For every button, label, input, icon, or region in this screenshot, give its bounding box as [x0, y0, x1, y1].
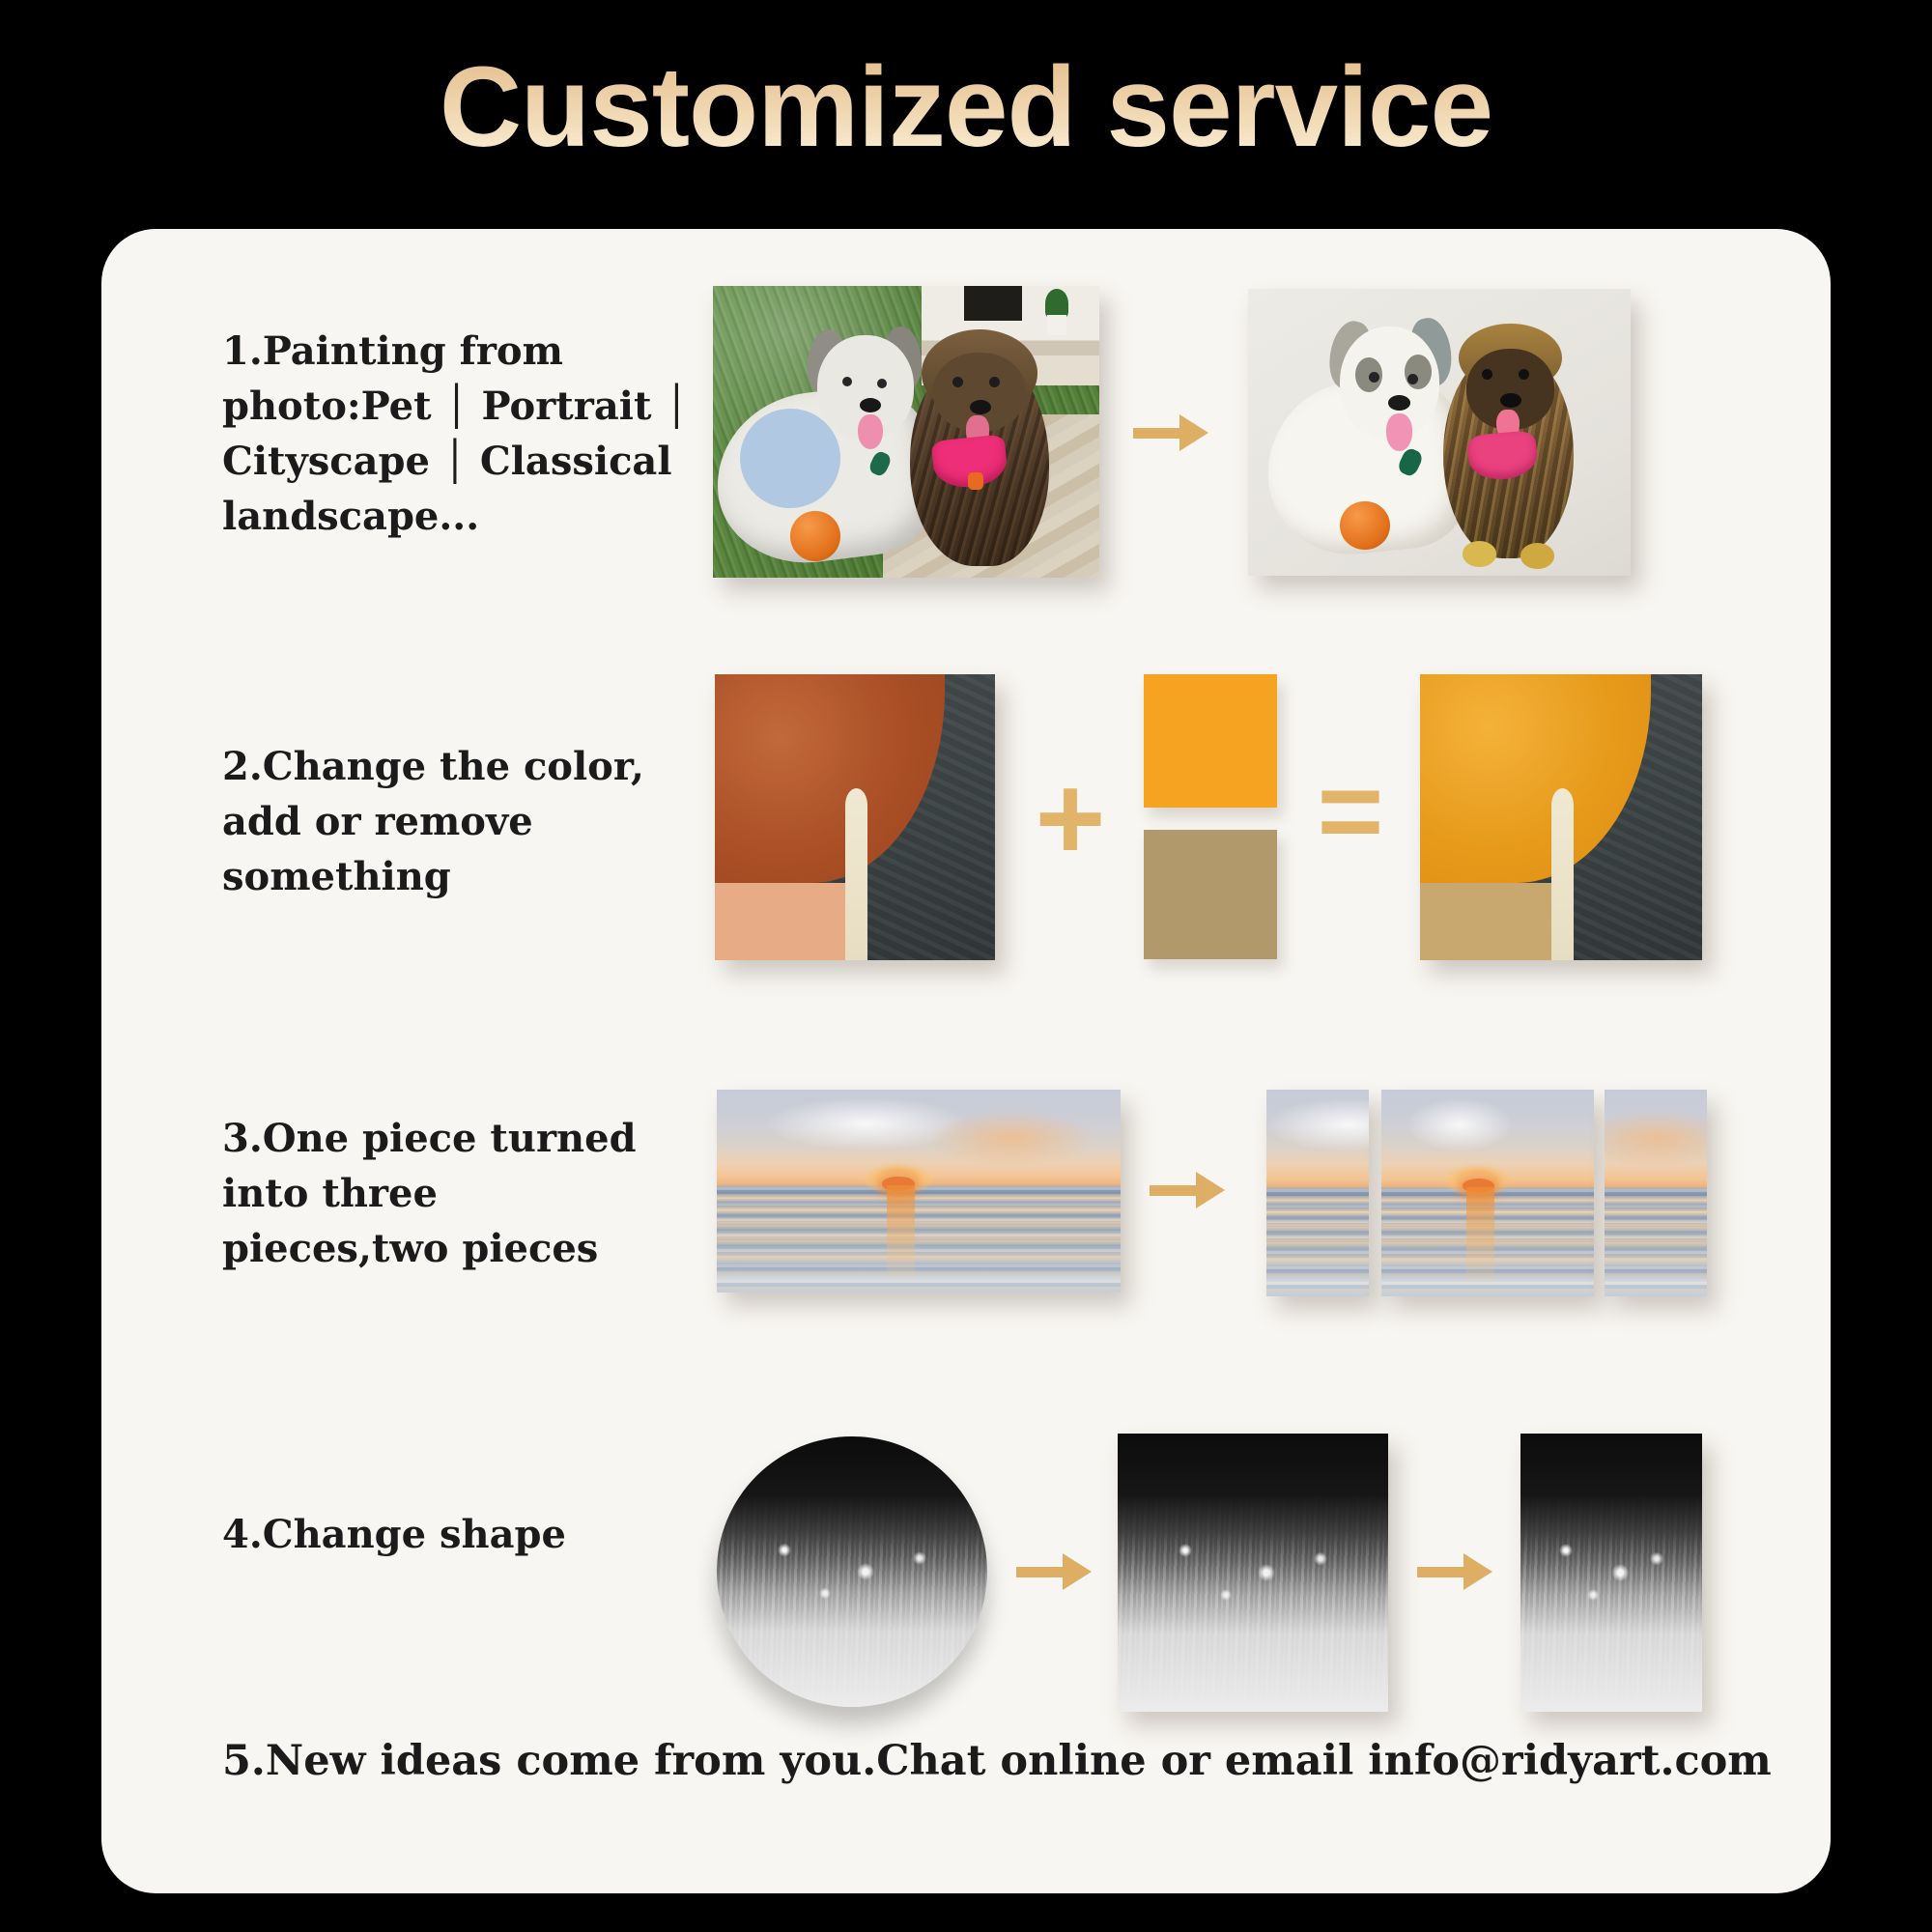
orange-cloud — [1605, 1110, 1707, 1168]
brown-dog-tag — [968, 472, 983, 490]
white-dog-tongue — [858, 414, 883, 449]
item-4-line-1: 4.Change shape — [222, 1512, 566, 1557]
abstract-painting-recolored — [1420, 674, 1702, 960]
item-1-line-3: Cityscape │ Classical — [222, 439, 672, 484]
item-2-text — [222, 739, 644, 904]
glitter-art-rectangle — [1520, 1434, 1702, 1712]
seascape-panel-left — [1266, 1090, 1369, 1296]
item-1-text — [222, 324, 688, 544]
sun-reflection — [887, 1185, 915, 1283]
tv-screen — [964, 286, 1022, 321]
abstract-cream-stripe — [845, 788, 867, 960]
seascape-panel-center — [1381, 1090, 1594, 1296]
brown-dog-nose — [970, 400, 991, 414]
painted-white-dog-eyes — [1369, 372, 1379, 383]
abstract-painting-original — [715, 674, 995, 960]
seascape-panel-right — [1605, 1090, 1707, 1296]
abstract-tan-block — [1420, 883, 1558, 960]
item-3-line-1: 3.One piece turned — [222, 1116, 637, 1161]
item-3-text — [222, 1111, 637, 1276]
item-5-text — [222, 1732, 1772, 1790]
white-cloud — [1266, 1098, 1369, 1152]
seascape-painting — [717, 1090, 1121, 1293]
item-3-line-3: pieces,two pieces — [222, 1226, 599, 1271]
arrow-head — [1063, 1553, 1092, 1590]
orange-cloud — [926, 1110, 1096, 1167]
arrow-right-icon — [1150, 1172, 1225, 1208]
color-swatch-orange — [1144, 674, 1277, 808]
pet-painting-result — [1248, 289, 1631, 576]
color-swatch-tan — [1144, 830, 1277, 959]
houseplant — [1045, 289, 1068, 318]
arrow-right-icon — [1133, 414, 1208, 451]
item-2-line-1: 2.Change the color, — [222, 744, 644, 789]
page-title: Customized service — [0, 35, 1932, 180]
arrow-shaft — [1150, 1185, 1198, 1196]
brown-dog-eyes — [952, 377, 963, 387]
pet-photo-original — [713, 286, 1099, 578]
abstract-cream-stripe — [1551, 788, 1574, 960]
item-3-line-2: into three — [222, 1171, 438, 1216]
painted-white-dog-tongue — [1386, 413, 1413, 451]
orange-ball — [790, 511, 840, 562]
arrow-head — [1196, 1172, 1225, 1208]
item-1-line-2: photo:Pet │ Portrait │ — [222, 384, 689, 429]
white-dog-eyes — [842, 377, 852, 386]
white-cloud — [1406, 1098, 1513, 1152]
content-card — [101, 229, 1831, 1893]
abstract-copper-shape — [715, 674, 945, 883]
painted-orange-ball — [1340, 501, 1389, 550]
glitter-art-circle — [717, 1436, 987, 1707]
arrow-right-icon — [1417, 1553, 1492, 1590]
arrow-head — [1179, 414, 1208, 451]
plus-sign: + — [1035, 752, 1106, 886]
arrow-shaft — [1133, 428, 1181, 439]
sea-waves — [717, 1187, 1121, 1293]
arrow-shaft — [1417, 1567, 1465, 1577]
sea-waves — [1605, 1189, 1707, 1296]
glitter-art-square — [1118, 1434, 1388, 1712]
item-1-line-1: 1.Painting from — [222, 328, 563, 374]
arrow-shaft — [1016, 1567, 1065, 1577]
item-2-line-3: something — [222, 854, 451, 899]
abstract-gold-shape — [1420, 674, 1651, 883]
equals-sign: = — [1317, 748, 1384, 875]
abstract-peach-block — [715, 883, 852, 960]
sun-reflection — [1466, 1187, 1494, 1287]
arrow-right-icon — [1016, 1553, 1092, 1590]
sea-waves — [1266, 1189, 1369, 1296]
item-4-text — [222, 1507, 566, 1562]
item-2-line-2: add or remove — [222, 799, 533, 844]
item-1-line-4: landscape... — [222, 494, 480, 539]
painted-brown-dog-feet — [1463, 541, 1497, 567]
arrow-head — [1463, 1553, 1492, 1590]
painted-white-dog-eye-patch-right — [1405, 355, 1432, 389]
plant-pot — [1047, 315, 1066, 335]
painted-brown-dog-eyes — [1482, 369, 1492, 380]
item-5-line-1: 5.New ideas come from you.Chat online or email info@ridyart.com — [222, 1737, 1772, 1785]
